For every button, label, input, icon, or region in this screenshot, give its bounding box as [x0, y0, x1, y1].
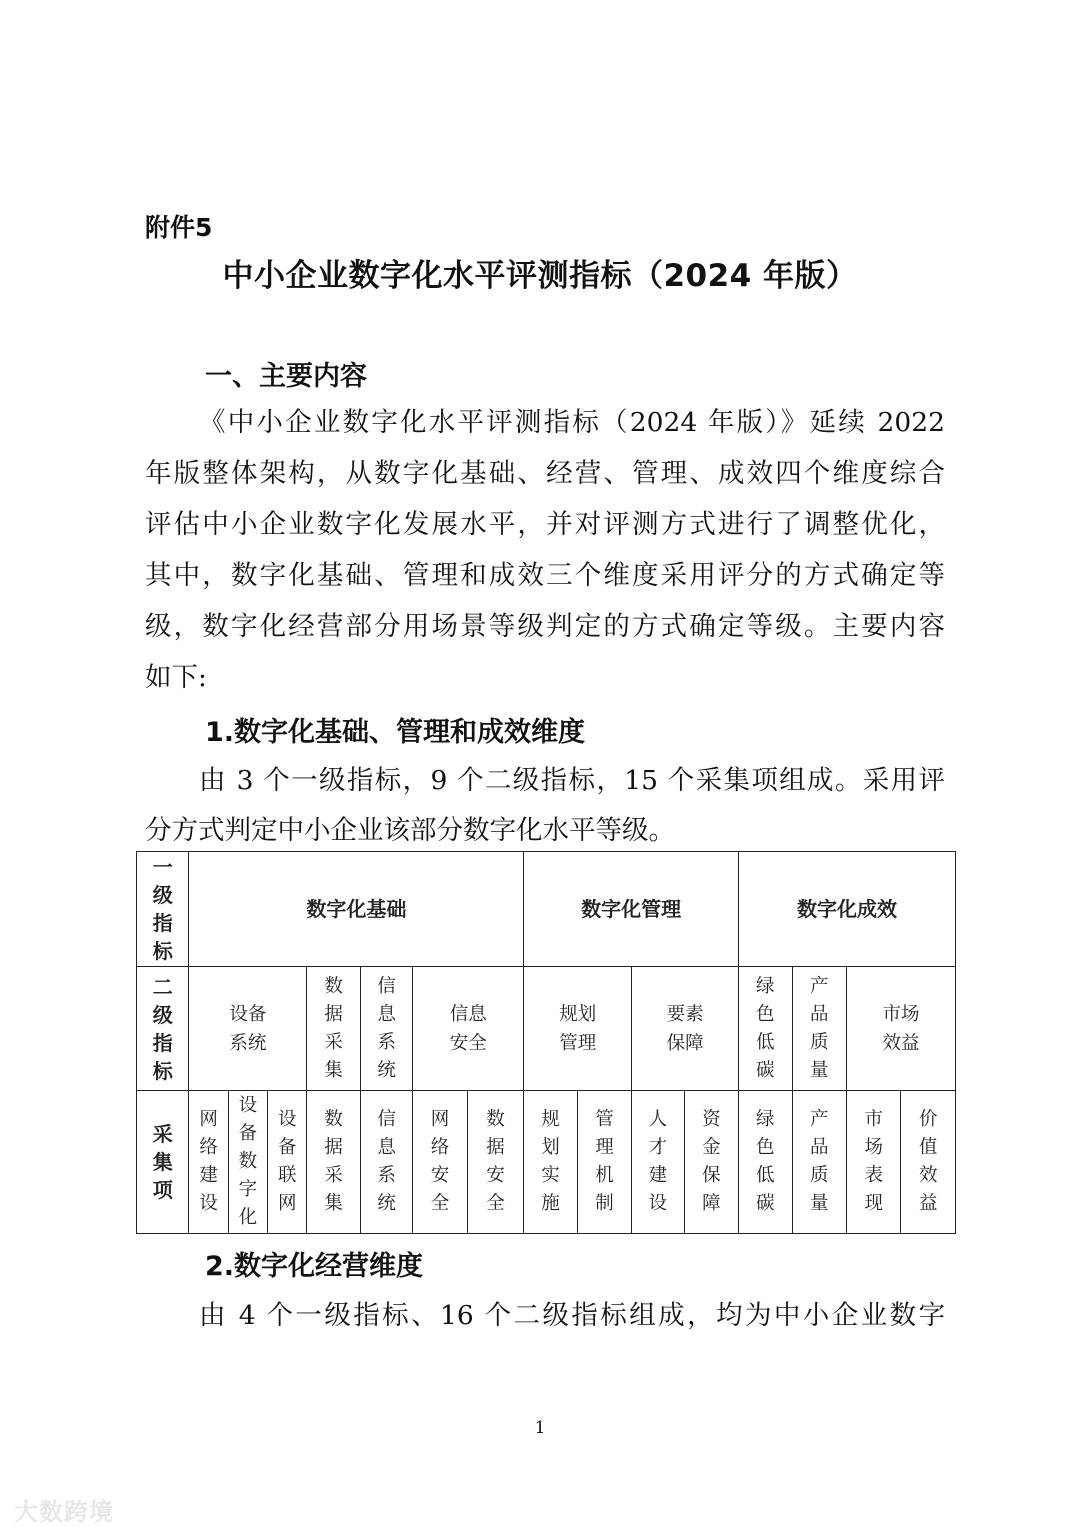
subsection-heading-1: 1.数字化基础、管理和成效维度	[205, 717, 586, 748]
item-cell: 价值效益	[901, 1091, 956, 1234]
item-cell: 产品质量	[792, 1091, 846, 1234]
intro-line-6: 如下:	[145, 662, 207, 693]
subsection-heading-2: 2.数字化经营维度	[205, 1251, 424, 1282]
table-row-level2	[137, 967, 956, 1091]
row-label-level1: 一级指标	[137, 852, 189, 967]
level1-cell: 数字化成效	[739, 852, 956, 967]
level2-cell: 规划管理	[524, 967, 632, 1091]
row-label-items: 采集项	[137, 1091, 189, 1234]
item-cell: 人才建设	[632, 1091, 684, 1234]
level2-cell: 信息系统	[360, 967, 412, 1091]
item-cell: 设备联网	[268, 1091, 307, 1234]
document-title: 中小企业数字化水平评测指标（2024 年版）	[222, 258, 858, 294]
level2-cell: 绿色低碳	[739, 967, 792, 1091]
row-label-level2: 二级指标	[137, 967, 189, 1091]
table-row-items	[137, 1091, 956, 1234]
intro-line-5: 级，数字化经营部分用场景等级判定的方式确定等级。主要内容	[145, 611, 945, 642]
watermark: 大数跨境	[14, 1498, 114, 1526]
section-heading-main-content: 一、主要内容	[205, 361, 367, 392]
item-cell: 绿色低碳	[739, 1091, 792, 1234]
sub2-line-1: 由 4 个一级指标、16 个二级指标组成，均为中小企业数字	[199, 1300, 945, 1331]
level2-cell: 设备系统	[189, 967, 307, 1091]
level2-cell: 市场效益	[846, 967, 955, 1091]
intro-line-4: 其中，数字化基础、管理和成效三个维度采用评分的方式确定等	[145, 560, 945, 591]
page-number: 1	[534, 1418, 546, 1438]
level2-cell: 数据采集	[307, 967, 360, 1091]
item-cell: 规划实施	[524, 1091, 577, 1234]
level2-cell: 要素保障	[632, 967, 739, 1091]
intro-line-2: 年版整体架构，从数字化基础、经营、管理、成效四个维度综合	[145, 458, 945, 489]
table-row-level1	[137, 852, 956, 967]
level1-cell: 数字化管理	[524, 852, 739, 967]
indicator-table	[136, 851, 956, 1234]
item-cell: 资金保障	[684, 1091, 738, 1234]
item-cell: 网络安全	[413, 1091, 467, 1234]
attachment-label: 附件5	[145, 213, 213, 242]
level1-cell: 数字化基础	[189, 852, 524, 967]
level2-cell: 产品质量	[792, 967, 846, 1091]
level2-cell: 信息安全	[413, 967, 524, 1091]
item-cell: 市场表现	[846, 1091, 900, 1234]
item-cell: 数据安全	[467, 1091, 524, 1234]
item-cell: 数据采集	[307, 1091, 360, 1234]
sub1-line-2: 分方式判定中小企业该部分数字化水平等级。	[145, 815, 675, 846]
intro-line-1: 《中小企业数字化水平评测指标（2024 年版）》延续 2022	[199, 407, 945, 438]
item-cell: 信息系统	[360, 1091, 412, 1234]
intro-line-3: 评估中小企业数字化发展水平，并对评测方式进行了调整优化，	[145, 509, 945, 540]
item-cell: 管理机制	[577, 1091, 631, 1234]
item-cell: 网络建设	[189, 1091, 228, 1234]
sub1-line-1: 由 3 个一级指标，9 个二级指标，15 个采集项组成。采用评	[199, 765, 945, 796]
item-cell: 设备数字化	[228, 1091, 267, 1234]
